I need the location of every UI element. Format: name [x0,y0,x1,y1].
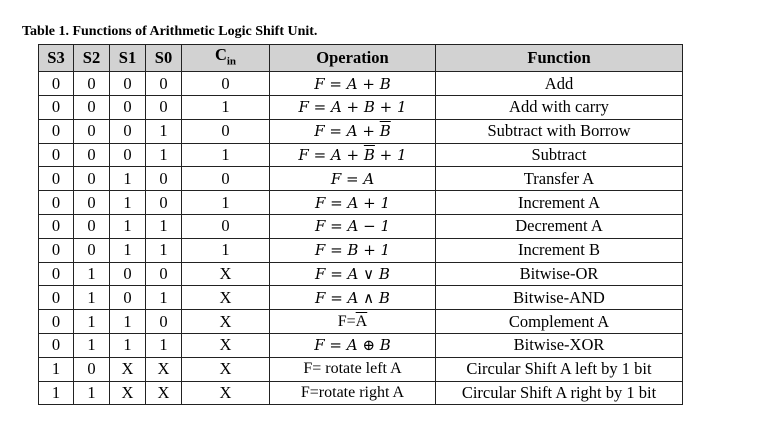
cell-function: Bitwise-OR [436,262,683,286]
table-row [39,357,683,381]
cell-s2: 0 [74,167,110,191]
cell-s2: 1 [74,310,110,334]
header-cin-main: C [214,45,227,64]
cell-cin: X [182,262,270,286]
cell-s1: 1 [110,167,146,191]
cell-s3: 0 [39,334,74,358]
cell-s2: 0 [74,96,110,120]
cell-operation [270,381,436,405]
operation-pre-text: F = A + B [314,74,391,93]
cell-s0: 1 [146,119,182,143]
table-row [39,286,683,310]
operation-bar-text: $\overline{B}$ [363,146,375,165]
cell-function: Bitwise-AND [436,286,683,310]
cell-cin: X [182,334,270,358]
cell-s3: 1 [39,381,74,405]
header-s2: S2 [74,45,110,72]
cell-s0: 0 [146,96,182,120]
cell-cin: 1 [182,143,270,167]
header-s1: S1 [110,45,146,72]
operation-pre-text: F = A ⊕ B [314,336,391,355]
cell-operation [270,238,436,262]
cell-s3: 0 [39,238,74,262]
header-s0: S0 [146,45,182,72]
cell-s2: 0 [74,119,110,143]
cell-function: Increment A [436,191,683,215]
cell-operation [270,191,436,215]
cell-function: Subtract with Borrow [436,119,683,143]
cell-operation [270,96,436,120]
header-cin-sub: in [226,55,237,68]
cell-s0: 1 [146,334,182,358]
cell-s1: 1 [110,310,146,334]
cell-operation [270,357,436,381]
cell-s3: 0 [39,191,74,215]
operation-pre-text: F = A + [298,146,364,165]
cell-cin: X [182,381,270,405]
table-row [39,119,683,143]
cell-operation [270,167,436,191]
table-row [39,143,683,167]
cell-cin: X [182,310,270,334]
cell-function: Complement A [436,310,683,334]
table-row [39,262,683,286]
cell-s2: 0 [74,238,110,262]
header-operation: Operation [270,45,436,72]
cell-function: Decrement A [436,215,683,239]
cell-s0: 1 [146,286,182,310]
table-row [39,72,683,96]
cell-s1: 0 [110,72,146,96]
cell-s1: X [110,381,146,405]
cell-cin: 1 [182,191,270,215]
cell-operation [270,334,436,358]
cell-s3: 0 [39,286,74,310]
cell-operation [270,72,436,96]
operation-pre-text: F = A + 1 [315,193,390,212]
cell-s0: 1 [146,215,182,239]
cell-function: Add [436,72,683,96]
table-caption: Table 1. Functions of Arithmetic Logic Shift Unit. [22,24,318,39]
cell-s2: 0 [74,357,110,381]
cell-s2: 1 [74,262,110,286]
operation-pre-text: F=rotate right A [300,384,405,402]
operation-pre-text: F = A − 1 [315,217,390,236]
cell-s2: 0 [74,143,110,167]
cell-function: Circular Shift A right by 1 bit [436,381,683,405]
table-row [39,334,683,358]
cell-s3: 0 [39,143,74,167]
operation-bar-text: $\overline{B}$ [379,122,391,141]
operation-pre-text: F = A [330,169,375,188]
cell-s2: 1 [74,334,110,358]
cell-s3: 1 [39,357,74,381]
cell-s3: 0 [39,119,74,143]
cell-operation [270,215,436,239]
alsu-function-table [38,44,683,405]
header-row [39,45,683,72]
operation-pre-text: F = A ∨ B [315,265,390,284]
operation-post-text: + 1 [374,146,407,165]
cell-s1: X [110,357,146,381]
cell-function: Bitwise-XOR [436,334,683,358]
operation-pre-text: F= [337,312,356,330]
cell-function: Circular Shift A left by 1 bit [436,357,683,381]
cell-s3: 0 [39,72,74,96]
cell-s3: 0 [39,262,74,286]
cell-s3: 0 [39,310,74,334]
cell-cin: 1 [182,238,270,262]
cell-s0: 1 [146,238,182,262]
cell-s2: 0 [74,191,110,215]
header-s3: S3 [39,45,74,72]
cell-s0: 1 [146,143,182,167]
cell-function: Increment B [436,238,683,262]
operation-pre-text: F = B + 1 [314,241,391,260]
cell-s3: 0 [39,96,74,120]
table-row [39,191,683,215]
cell-s1: 0 [110,143,146,167]
header-cin [182,45,270,72]
cell-s0: 0 [146,310,182,334]
cell-operation [270,143,436,167]
cell-s1: 1 [110,238,146,262]
cell-s1: 1 [110,191,146,215]
cell-s1: 0 [110,262,146,286]
cell-s0: X [146,357,182,381]
cell-s1: 0 [110,119,146,143]
cell-operation [270,119,436,143]
cell-cin: X [182,286,270,310]
cell-cin: 0 [182,119,270,143]
table-row [39,96,683,120]
cell-s1: 0 [110,286,146,310]
table-row [39,238,683,262]
operation-pre-text: F = A + B + 1 [298,98,407,117]
cell-s2: 0 [74,72,110,96]
cell-cin: 0 [182,167,270,191]
table-row [39,215,683,239]
cell-s0: 0 [146,262,182,286]
operation-pre-text: F = A ∧ B [315,288,390,307]
header-function: Function [436,45,683,72]
cell-s2: 1 [74,286,110,310]
operation-bar-text: $\overline{A}$ [355,312,368,330]
cell-function: Add with carry [436,96,683,120]
cell-s1: 0 [110,96,146,120]
cell-cin: 1 [182,96,270,120]
cell-s2: 1 [74,381,110,405]
cell-operation [270,286,436,310]
cell-operation [270,262,436,286]
cell-function: Transfer A [436,167,683,191]
table-row [39,310,683,334]
cell-operation [270,310,436,334]
cell-s0: 0 [146,167,182,191]
operation-pre-text: F = A + [314,122,380,141]
cell-s0: 0 [146,191,182,215]
cell-cin: X [182,357,270,381]
cell-function: Subtract [436,143,683,167]
cell-s0: X [146,381,182,405]
cell-cin: 0 [182,72,270,96]
cell-s0: 0 [146,72,182,96]
cell-s3: 0 [39,215,74,239]
cell-s2: 0 [74,215,110,239]
table-row [39,167,683,191]
cell-s3: 0 [39,167,74,191]
cell-s1: 1 [110,215,146,239]
cell-cin: 0 [182,215,270,239]
cell-s1: 1 [110,334,146,358]
table-row [39,381,683,405]
operation-pre-text: F= rotate left A [303,360,402,378]
